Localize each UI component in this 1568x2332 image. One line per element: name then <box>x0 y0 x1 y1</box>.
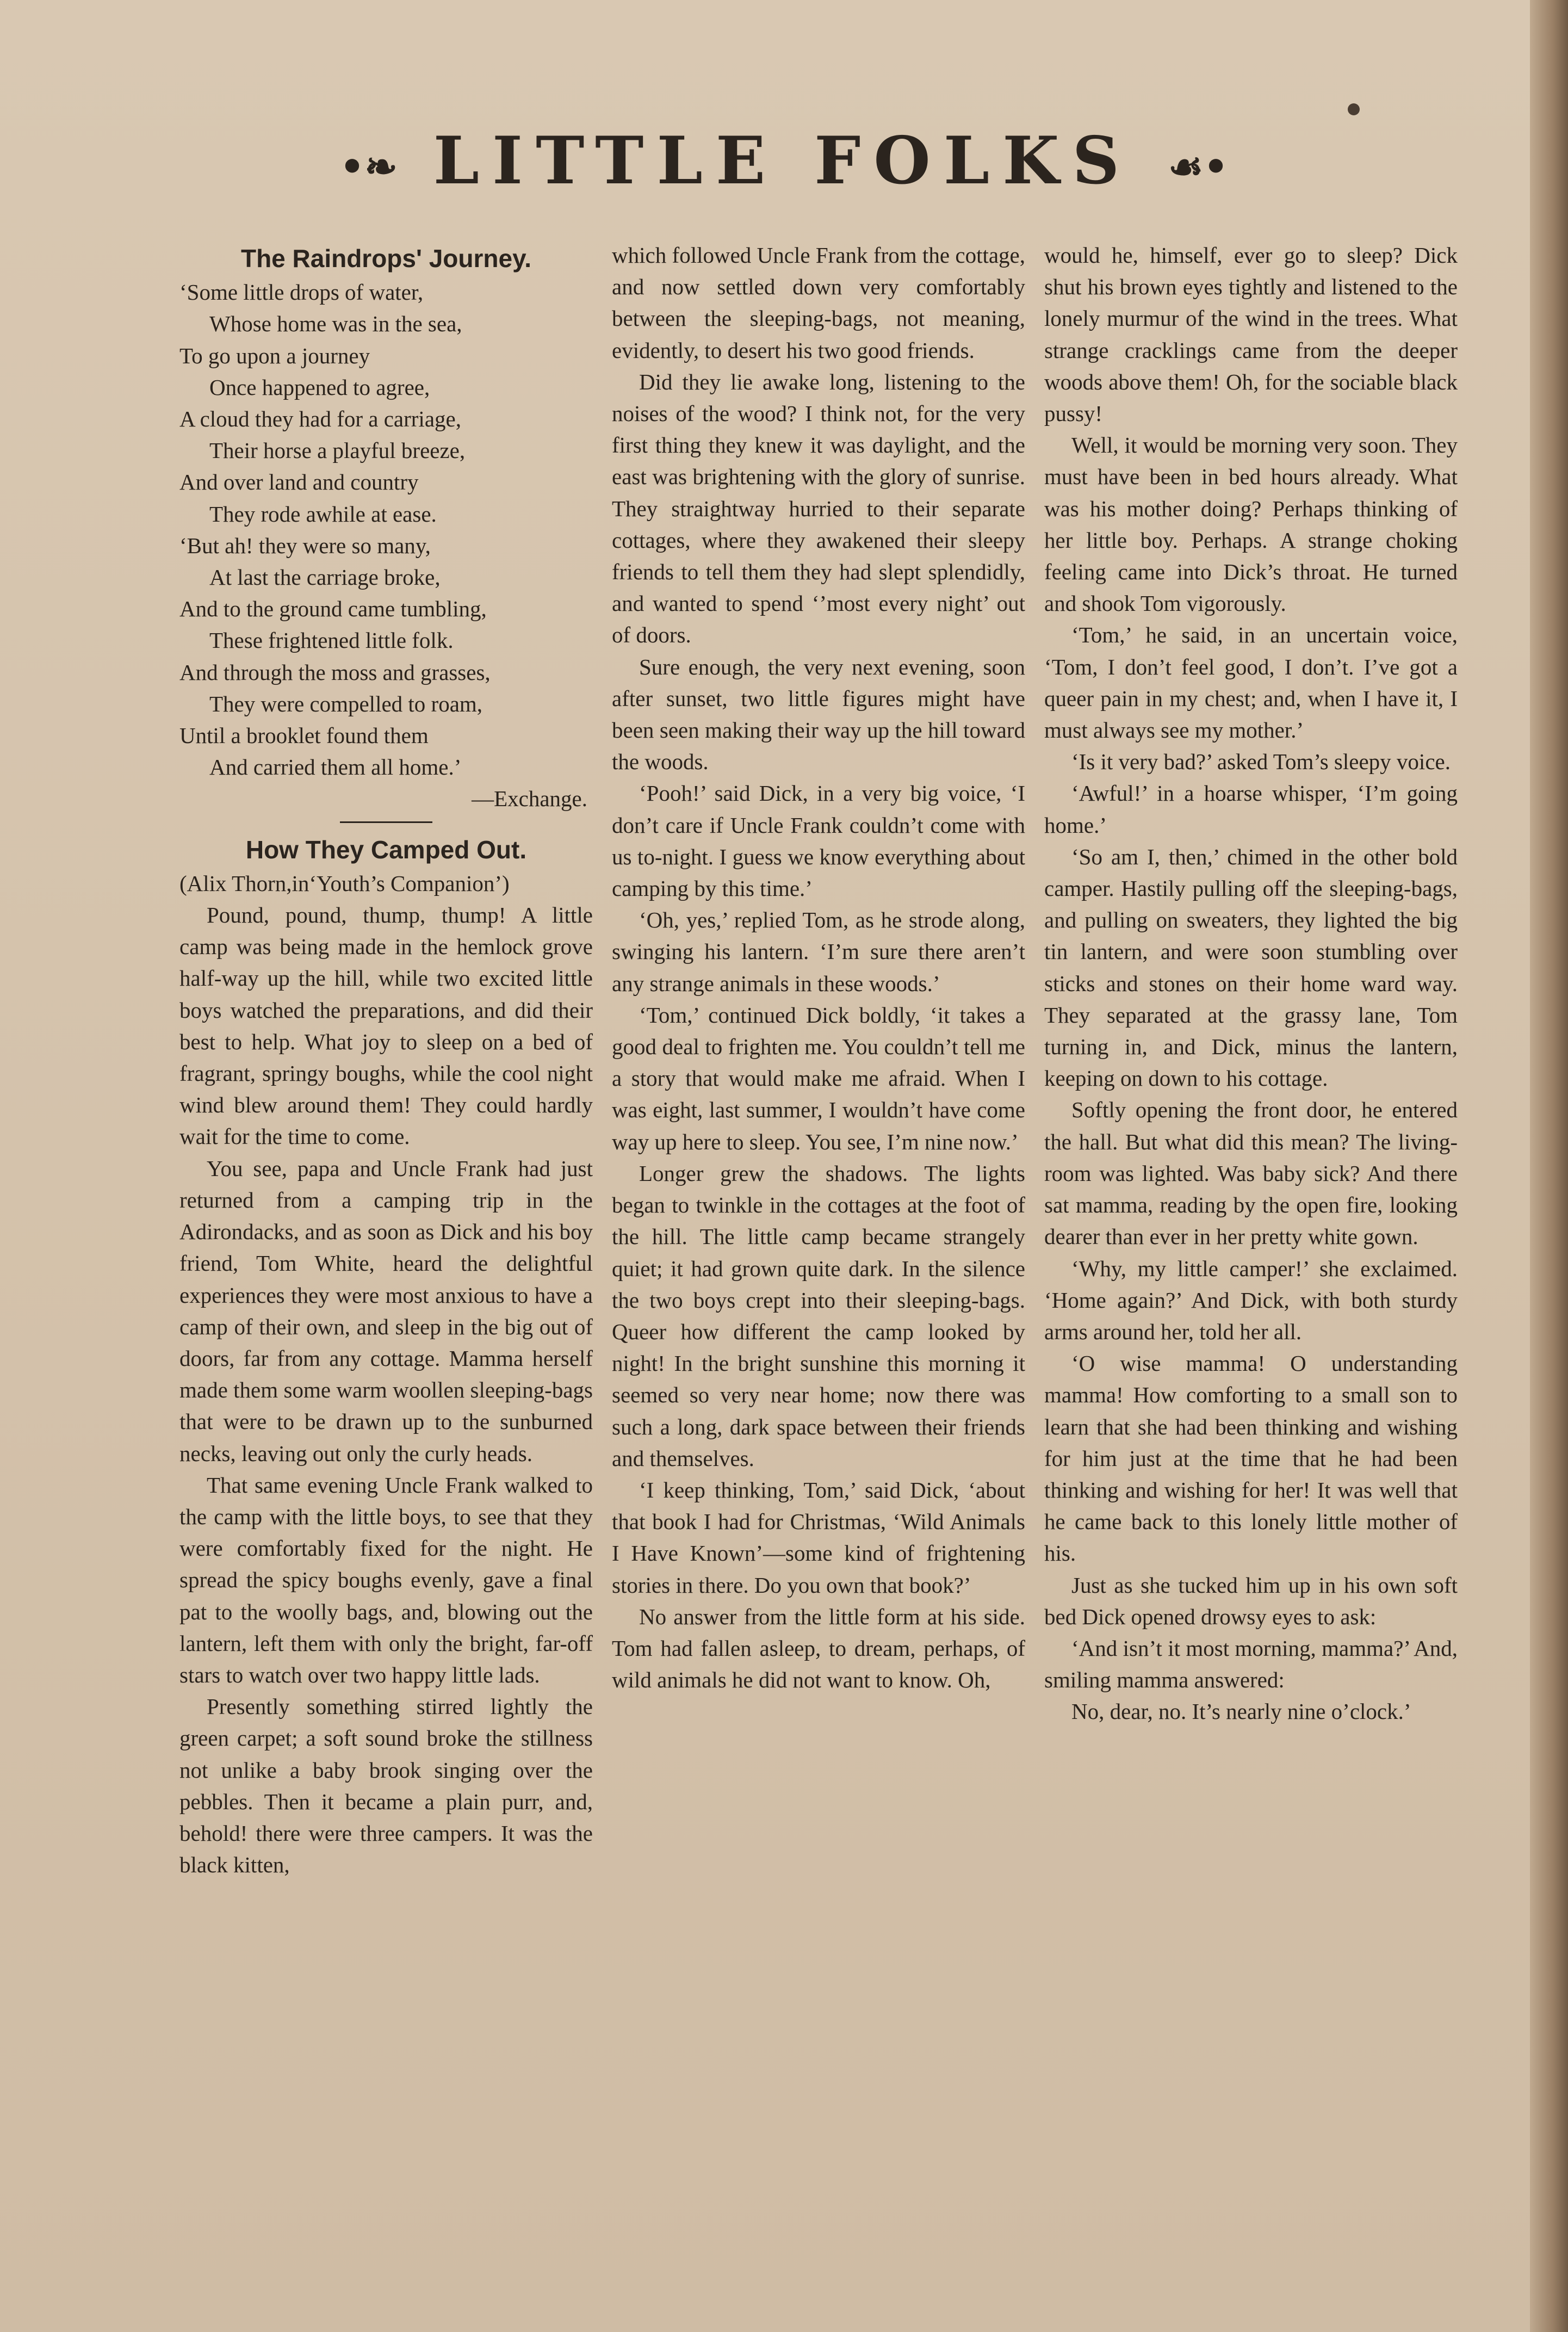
paragraph: Pound, pound, thump, thump! A little camp was being made in the hemlock grove half-way up the hill, while two excited little boys watched the preparations, and did their best to help. What joy to sleep on a bed of fragrant, springy boughs, while the cool night wind blew around them! They could hardly wait for the time to come. <box>179 902 593 1149</box>
poem-line: At last the carriage broke, <box>209 565 441 590</box>
paragraph: ‘I keep thinking, Tom,’ said Dick, ‘about that book I had for Christmas, ‘Wild Animals I Have Known’—some kind of frightening stories in there. Do you own that book?’ <box>612 1477 1025 1598</box>
poem-body <box>179 276 593 783</box>
paragraph: Softly opening the front door, he entered the hall. But what did this mean? The living-room was lighted. Was baby sick? And there sat mamma, reading by the open fire, looking dearer than ever in her pretty white gown. <box>1044 1097 1458 1249</box>
paragraph: Did they lie awake long, listening to the noises of the wood? I think not, for the very first thing they knew it was daylight, and the east was brightening with the glory of sunrise. They straightway hurried to their separate cottages, where they awakened their sleepy friends to tell them they had slept splendidly, and wanted to spend ‘’most every night’ out of doors. <box>612 369 1025 648</box>
poem-line: They were compelled to roam, <box>209 691 483 716</box>
poem-line: Whose home was in the sea, <box>209 311 462 337</box>
story-source: (Alix Thorn,in‘Youth’s Companion’) <box>179 870 510 896</box>
paragraph: ‘Awful!’ in a hoarse whisper, ‘I’m going home.’ <box>1044 781 1458 838</box>
poem-title: The Raindrops' Journey. <box>240 244 532 273</box>
divider-rule <box>340 821 432 823</box>
paragraph: ‘Tom,’ continued Dick boldly, ‘it takes a good deal to frighten me. You couldn’t tell me a story that would make me afraid. When I was eight, last summer, I wouldn’t have come way up here to sleep. You see, I’m nine now.’ <box>612 1002 1025 1154</box>
poem-line: And carried them all home.’ <box>209 754 462 780</box>
left-ornament-icon: •❧ <box>339 143 398 190</box>
poem-line: Once happened to agree, <box>209 374 430 400</box>
poem-line: And over land and country <box>179 469 419 495</box>
column-2 <box>612 239 1025 1696</box>
poem-line: Their horse a playful breeze, <box>209 438 466 463</box>
paragraph: No, dear, no. It’s nearly nine o’clock.’ <box>1071 1699 1411 1724</box>
paragraph: Presently something stirred lightly the green carpet; a soft sound broke the stillness not unlike a baby brook singing over the pebbles. Then it became a plain purr, and, behold! there were three campers. It was the black kitten, <box>179 1694 593 1878</box>
paragraph: No answer from the little form at his side. Tom had fallen asleep, to dream, perhaps, of wild animals he did not want to know. Oh, <box>612 1604 1025 1693</box>
poem-line: And to the ground came tumbling, <box>179 596 487 622</box>
paragraph: Sure enough, the very next evening, soon after sunset, two little figures might have been seen making their way up the hill toward the woods. <box>612 654 1025 775</box>
right-ornament-icon: ☙• <box>1168 143 1229 190</box>
paragraph: Well, it would be morning very soon. They must have been in bed hours already. What was his mother doing? Perhaps thinking of her little boy. Perhaps. A strange choking feeling came into Dick’s throat. He turned and shook Tom vigorously. <box>1044 432 1458 616</box>
paragraph: ‘O wise mamma! O understanding mamma! How comforting to a small son to learn that she had been thinking and wishing for him just at the time that he had been thinking and wishing for her! It was well that he came back to this lonely little mother of his. <box>1044 1351 1458 1566</box>
column-1 <box>179 239 593 1881</box>
paragraph: would he, himself, ever go to sleep? Dick shut his brown eyes tightly and listened to the lonely murmur of the wind in the trees. What strange cracklings came from the deeper woods above them! Oh, for the sociable black pussy! <box>1044 243 1458 426</box>
paragraph: ‘Is it very bad?’ asked Tom’s sleepy voice. <box>1071 749 1451 775</box>
poem-line: To go upon a journey <box>179 343 370 368</box>
poem-line: These frightened little folk. <box>209 628 454 653</box>
poem-line: ‘Some little drops of water, <box>179 280 424 305</box>
poem-line: A cloud they had for a carriage, <box>179 406 461 432</box>
column-3 <box>1044 239 1458 1728</box>
section-title: LITTLE FOLKS <box>433 122 1133 199</box>
poem-line: And through the moss and grasses, <box>179 659 491 685</box>
paragraph: ‘Why, my little camper!’ she exclaimed. ‘Home again?’ And Dick, with both sturdy arms around her, told her all. <box>1044 1255 1458 1344</box>
poem-attribution: —Exchange. <box>472 786 587 812</box>
paragraph: You see, papa and Uncle Frank had just returned from a camping trip in the Adirondacks, and as soon as Dick and his boy friend, Tom White, heard the delightful experiences they were most anxious to have a camp of their own, and sleep in the big out of doors, far from any cottage. Mamma herself made them some warm woollen sleeping-bags that were to be drawn up to the sunburned necks, leaving out only the curly heads. <box>179 1155 593 1466</box>
page-spine-shadow <box>1530 0 1568 2332</box>
paragraph: ‘Oh, yes,’ replied Tom, as he strode along, swinging his lantern. ‘I’m sure there aren’t any strange animals in these woods.’ <box>612 907 1025 996</box>
paragraph: Just as she tucked him up in his own soft bed Dick opened drowsy eyes to ask: <box>1044 1572 1458 1629</box>
story-title: How They Camped Out. <box>245 835 527 864</box>
paragraph: ‘Tom,’ he said, in an uncertain voice, ‘Tom, I don’t feel good, I don’t. I’ve got a queer pain in my chest; and, when I have it, I must always see my mother.’ <box>1044 622 1458 743</box>
paragraph: Longer grew the shadows. The lights began to twinkle in the cottages at the foot of the hill. The little camp became strangely quiet; it had grown quite dark. In the silence the two boys crept into their sleeping-bags. Queer how different the camp looked by night! In the bright sunshine this morning it seemed so very near home; now there was such a long, dark space between their friends and themselves. <box>612 1160 1025 1471</box>
poem-line: They rode awhile at ease. <box>209 501 437 527</box>
paragraph: ‘Pooh!’ said Dick, in a very big voice, ‘I don’t care if Uncle Frank couldn’t come with us to-night. I guess we know everything about camping by this time.’ <box>612 781 1025 901</box>
paragraph: That same evening Uncle Frank walked to the camp with the little boys, to see that they were comfortably fixed for the night. He spread the spicy boughs evenly, gave a final pat to the woolly bags, and, blowing out the lantern, left them with only the bright, far-off stars to watch over two happy little lads. <box>179 1472 593 1687</box>
poem-line: ‘But ah! they were so many, <box>179 533 431 558</box>
paragraph: ‘So am I, then,’ chimed in the other bold camper. Hastily pulling off the sleeping-bags, and pulling on sweaters, they lighted the big tin lantern, and were soon stumbling over sticks and stones on their home ward way. They separated at the grassy lane, Tom turning in, and Dick, minus the lantern, keeping on down to his cottage. <box>1044 844 1458 1091</box>
paragraph: ‘And isn’t it most morning, mamma?’ And, smiling mamma answered: <box>1044 1635 1458 1693</box>
poem-line: Until a brooklet found them <box>179 723 429 749</box>
paragraph: which followed Uncle Frank from the cottage, and now settled down very comfortably between the sleeping-bags, not meaning, evidently, to desert his two good friends. <box>612 243 1025 363</box>
ink-spot <box>1348 103 1360 115</box>
section-header <box>0 122 1568 199</box>
